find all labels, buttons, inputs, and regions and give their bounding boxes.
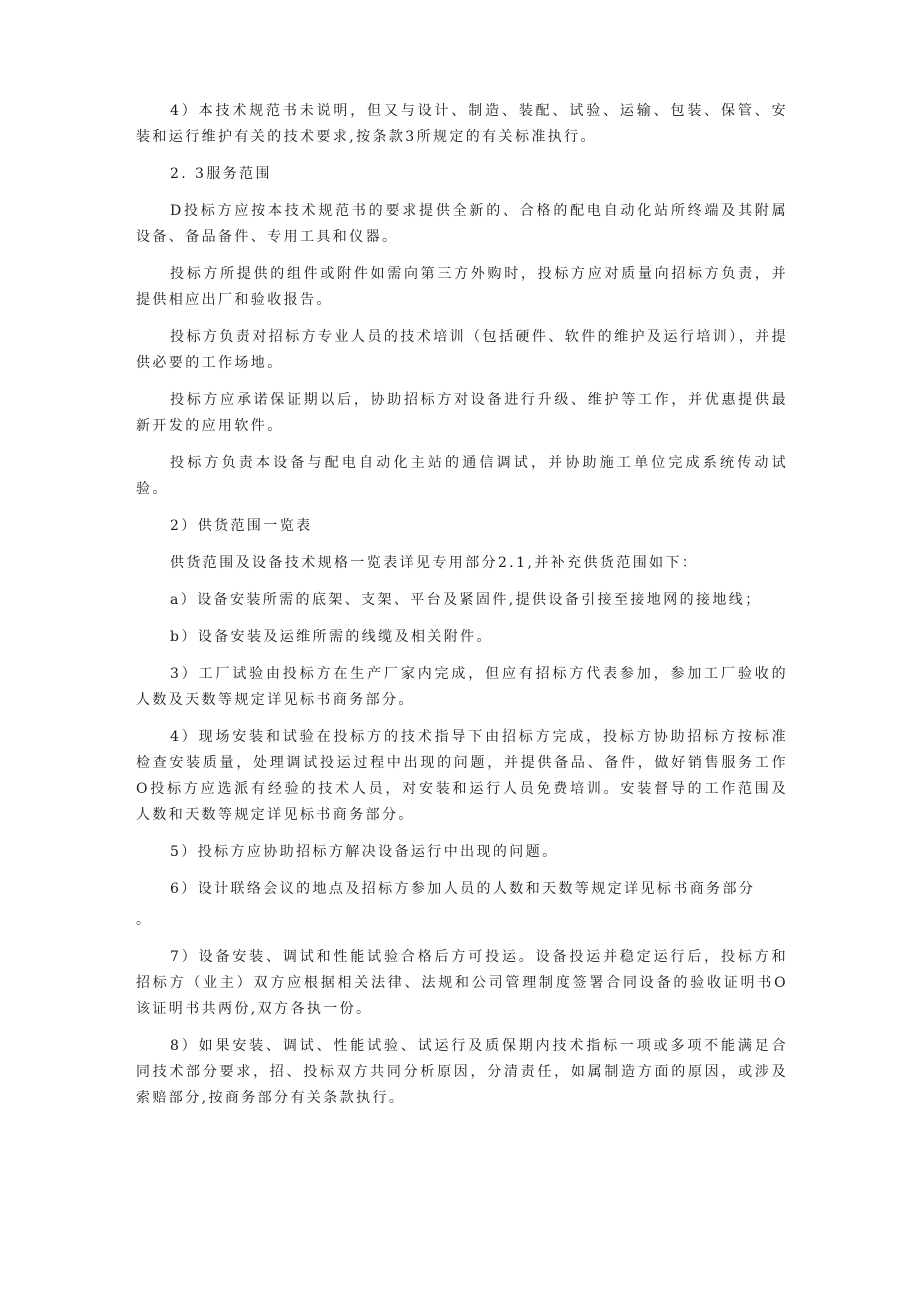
section-heading-service-scope: 2. 3服务范围 (170, 166, 272, 182)
paragraph-item-6: 6）设计联络会议的地点及招标方参加人员的人数和天数等规定详见标书商务部分 (170, 881, 756, 897)
document-body (136, 98, 788, 1111)
paragraph-item-5: 5）投标方应协助招标方解决设备运行中出现的问题。 (170, 844, 559, 860)
paragraph-commissioning: 投标方负责本设备与配电自动化主站的通信调试，并协助施工单位完成系统传动试验。 (136, 455, 788, 497)
paragraph-supply-list-intro: 供货范围及设备技术规格一览表详见专用部分2.1,并补充供货范围如下： (170, 555, 699, 571)
paragraph-item-6-tail: 。 (136, 912, 153, 928)
paragraph-training: 投标方负责对招标方专业人员的技术培训（包括硬件、软件的维护及运行培训），并提供必要的工作场地。 (136, 329, 788, 371)
paragraph-item-4: 4）现场安装和试验在投标方的技术指导下由招标方完成，投标方协助招标方按标准检查安装质量，处理调试投运过程中出现的问题，并提供备品、备件，做好销售服务工作O投标方应选派有经验的技术人员，对安装和运行人员免费培训。安装督导的工作范围及人数和天数等规定详见标书商务部分。 (136, 729, 788, 823)
paragraph-outsourcing: 投标方所提供的组件或附件如需向第三方外购时，投标方应对质量向招标方负责，并提供相应出厂和验收报告。 (136, 266, 788, 308)
paragraph-item-3: 3）工厂试验由投标方在生产厂家内完成，但应有招标方代表参加，参加工厂验收的人数及天数等规定详见标书商务部分。 (136, 666, 788, 708)
paragraph-supply-requirements: D投标方应按本技术规范书的要求提供全新的、合格的配电自动化站所终端及其附属设备、备品备件、专用工具和仪器。 (136, 203, 788, 245)
paragraph-clause-4: 4）本技术规范书未说明，但又与设计、制造、装配、试验、运输、包装、保管、安装和运行维护有关的技术要求,按条款3所规定的有关标准执行。 (136, 103, 788, 145)
paragraph-item-7: 7）设备安装、调试和性能试验合格后方可投运。设备投运并稳定运行后，投标方和招标方（业主）双方应根据相关法律、法规和公司管理制度签署合同设备的验收证明书O该证明书共两份,双方各执一份。 (136, 949, 788, 1017)
paragraph-item-8: 8）如果安装、调试、性能试验、试运行及质保期内技术指标一项或多项不能满足合同技术部分要求，招、投标双方共同分析原因，分清责任，如属制造方面的原因，或涉及索赔部分,按商务部分有关条款执行。 (136, 1038, 788, 1106)
paragraph-warranty: 投标方应承诺保证期以后，协助招标方对设备进行升级、维护等工作，并优惠提供最新开发的应用软件。 (136, 392, 788, 434)
subheading-supply-list: 2）供货范围一览表 (170, 518, 313, 534)
list-item-b: b）设备安装及运维所需的线缆及相关附件。 (170, 629, 493, 645)
list-item-a: a）设备安装所需的底架、支架、平台及紧固件,提供设备引接至接地网的接地线； (170, 592, 762, 608)
